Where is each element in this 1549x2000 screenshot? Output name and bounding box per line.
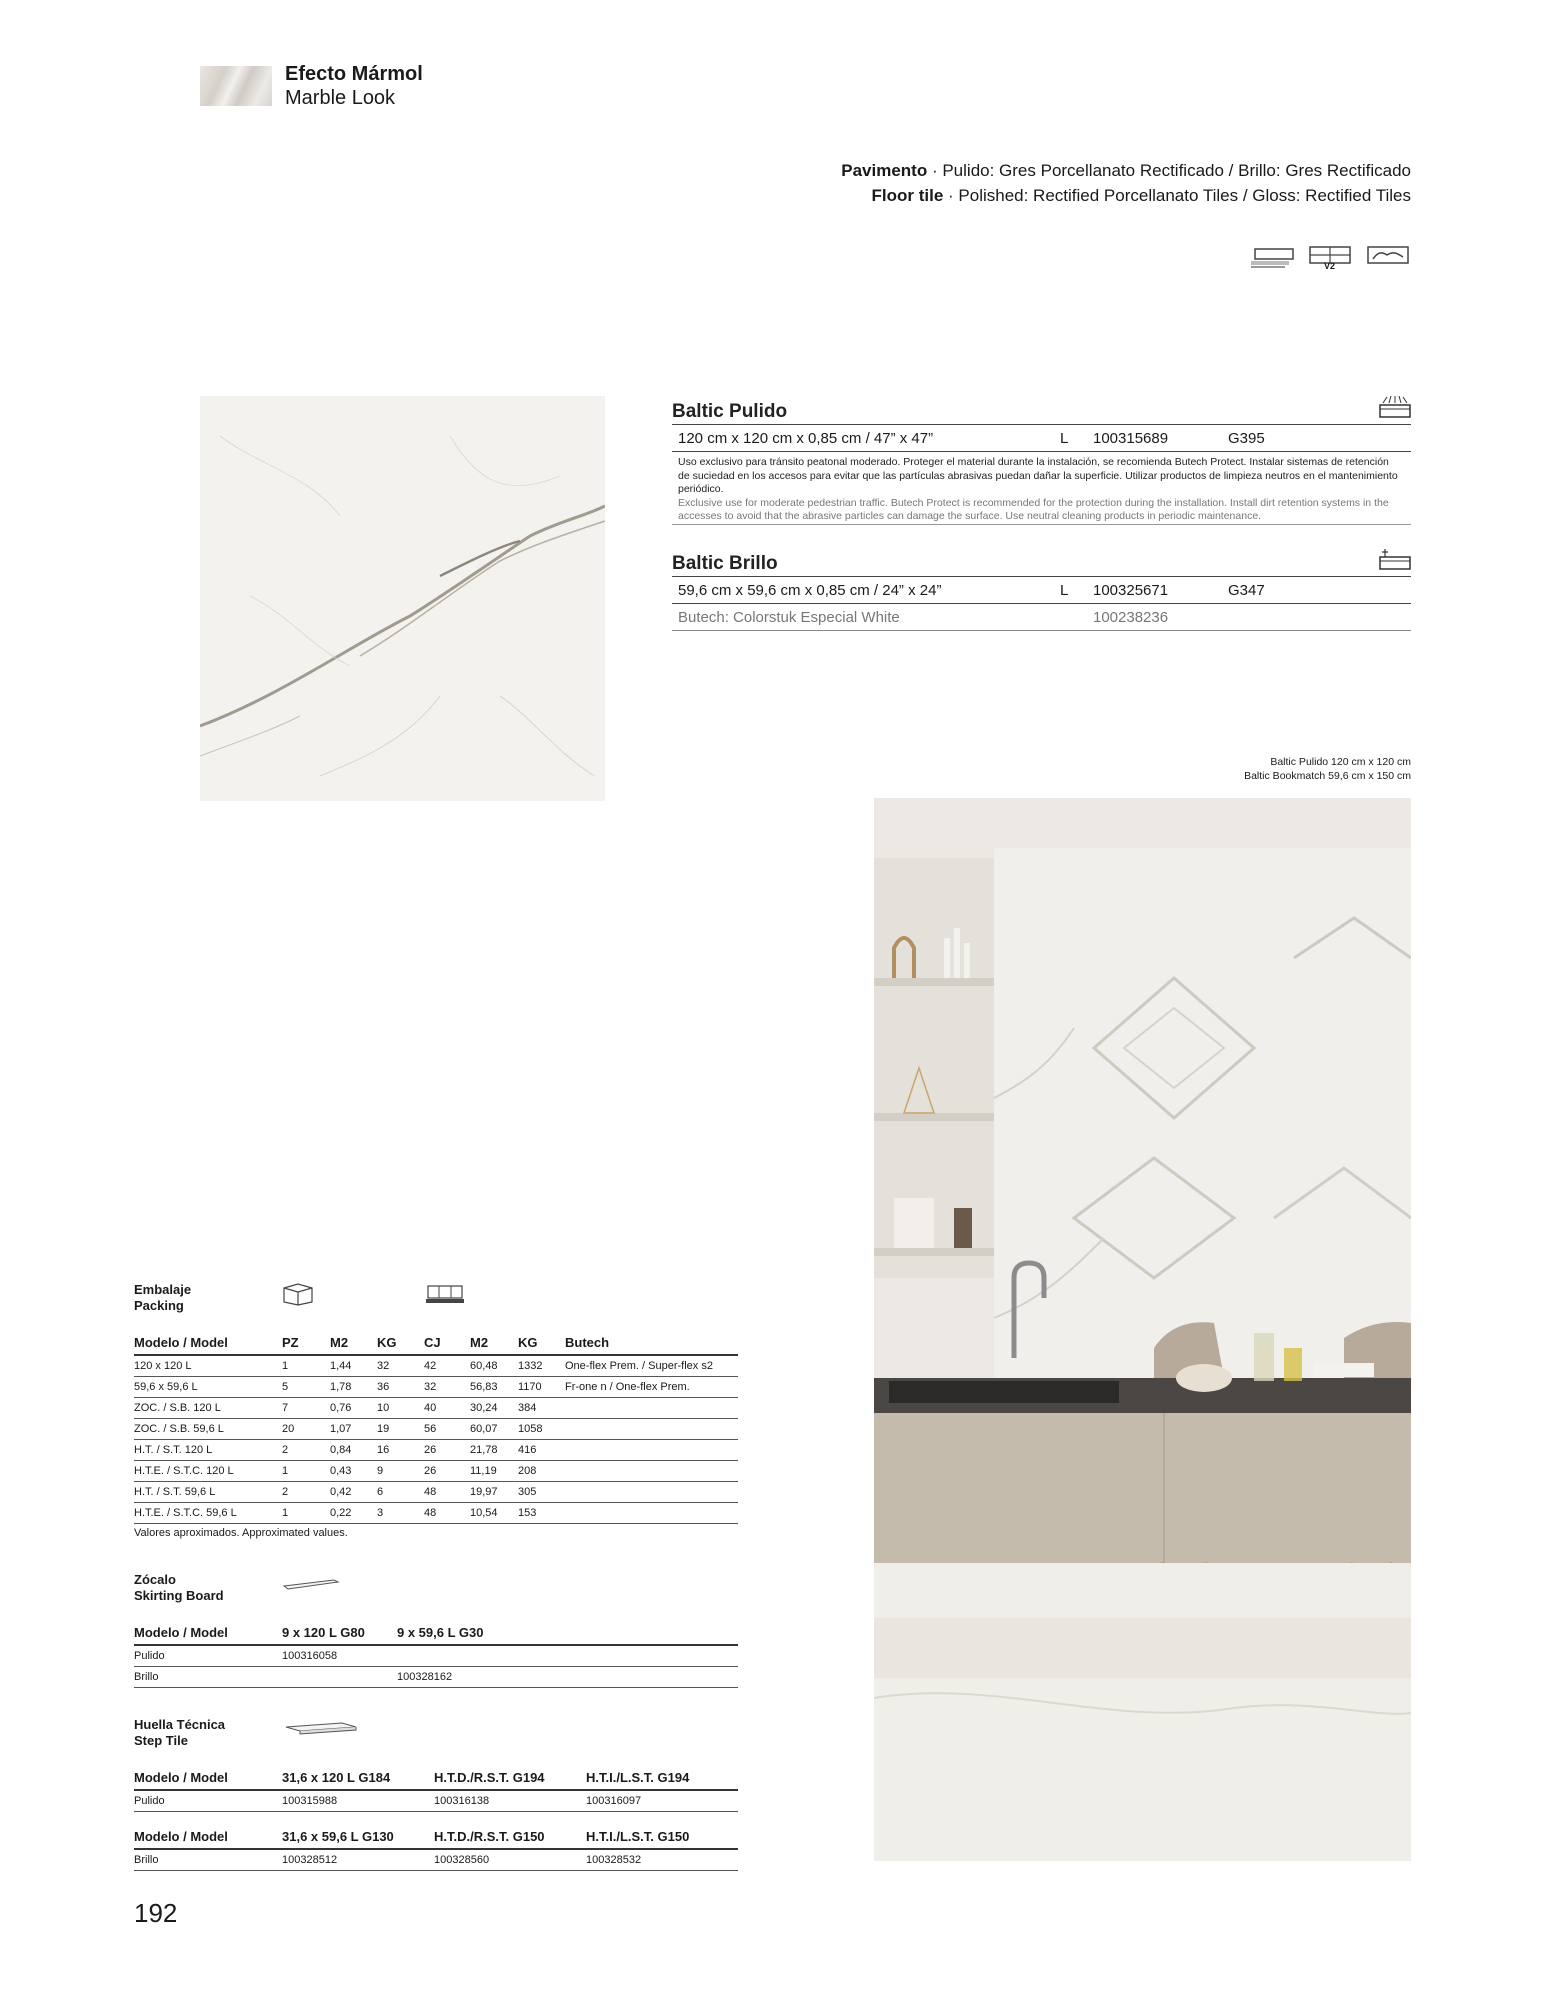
row-m2: 1,07 [330,1423,352,1435]
packing-row [134,1398,738,1419]
product-l: L [1060,429,1069,447]
section-title [285,62,423,110]
row-code-htd: 100328560 [434,1854,490,1866]
col-pz: PZ [282,1334,299,1350]
row-m2-box: 11,19 [470,1465,497,1477]
row-m2: 0,43 [330,1465,352,1477]
product-title-row [672,394,1411,425]
col-m2-box: M2 [470,1334,489,1350]
col-htd: H.T.D./R.S.T. G194 [434,1769,545,1785]
col-9x596: 9 x 59,6 L G30 [397,1624,484,1640]
row-kg-box: 305 [518,1486,537,1498]
product-spec-row [672,425,1411,452]
row-kg: 10 [377,1402,390,1414]
row-m2-box: 30,24 [470,1402,498,1414]
packing-row [134,1377,738,1398]
row-kg-box: 384 [518,1402,537,1414]
col-htd: H.T.D./R.S.T. G150 [434,1828,545,1844]
product-name: Baltic Pulido [672,401,788,422]
product-size: 120 cm x 120 cm x 0,85 cm / 47” x 47” [678,429,934,447]
skirting-label-es: Zócalo [134,1572,176,1587]
col-model: Modelo / Model [134,1334,228,1350]
packing-row [134,1419,738,1440]
col-butech: Butech [565,1334,610,1350]
row-cj: 48 [424,1486,437,1498]
col-hti: H.T.I./L.S.T. G150 [586,1828,690,1844]
row-m2-box: 60,48 [470,1360,498,1372]
row-kg-box: 1332 [518,1360,543,1372]
row-model: ZOC. / S.B. 120 L [134,1402,221,1414]
row-cj: 32 [424,1381,437,1393]
wall-tile-v2-icon [1307,245,1353,271]
step-label-es: Huella Técnica [134,1717,226,1732]
butech-row [672,604,1411,631]
marble-swatch-thumbnail [200,66,272,106]
row-m2-box: 21,78 [470,1444,498,1456]
step-row-brillo [134,1850,738,1871]
packing-row [134,1440,738,1461]
row-kg-box: 416 [518,1444,537,1456]
product-spec-row [672,577,1411,604]
row-m2: 0,42 [330,1486,352,1498]
col-size: 31,6 x 120 L G184 [282,1769,391,1785]
row-m2-box: 19,97 [470,1486,498,1498]
category-text-es: · Pulido: Gres Porcellanato Rectificado / Brillo: Gres Rectificado [927,161,1411,180]
product-l: L [1060,581,1069,599]
step-header-row-2 [134,1824,738,1850]
row-m2: 1,78 [330,1381,352,1393]
skirting-section [134,1572,738,1688]
row-cj: 40 [424,1402,437,1414]
product-group: G347 [1228,581,1265,599]
col-size: 31,6 x 59,6 L G130 [282,1828,394,1844]
marble-tile-sample [200,396,605,801]
row-model: Pulido [134,1795,165,1807]
row-m2: 1,44 [330,1360,352,1372]
row-kg-box: 153 [518,1507,537,1519]
packing-label-en: Packing [134,1298,184,1313]
col-model: Modelo / Model [134,1828,228,1844]
pallet-icon [424,1282,466,1309]
row-code-size: 100328512 [282,1854,338,1866]
row-model: H.T. / S.T. 59,6 L [134,1486,216,1498]
packing-label-es: Embalaje [134,1282,192,1297]
row-code-hti: 100328532 [586,1854,642,1866]
product-code: 100325671 [1093,581,1169,599]
col-kg: KG [377,1334,397,1350]
row-model: 120 x 120 L [134,1360,192,1372]
product-code: 100315689 [1093,429,1169,447]
packing-row [134,1461,738,1482]
row-pz: 5 [282,1381,289,1393]
butech-label: Butech: Colorstuk Especial White [678,608,900,626]
product-title-row [672,546,1411,577]
row-code-size: 100315988 [282,1795,338,1807]
row-kg: 6 [377,1486,384,1498]
row-model: Pulido [134,1650,165,1662]
row-kg: 36 [377,1381,390,1393]
row-cj: 48 [424,1507,437,1519]
category-label-en: Floor tile [871,186,944,205]
step-label-en: Step Tile [134,1733,188,1748]
category-description [841,158,1411,208]
row-pz: 1 [282,1465,289,1477]
row-code-120: 100316058 [282,1650,338,1662]
row-pz: 20 [282,1423,295,1435]
category-label-es: Pavimento [841,161,928,180]
row-model: Brillo [134,1854,159,1866]
row-pz: 7 [282,1402,289,1414]
product-group: G395 [1228,429,1265,447]
step-label [134,1717,282,1749]
row-model: ZOC. / S.B. 59,6 L [134,1423,224,1435]
row-kg: 32 [377,1360,390,1372]
page-number: 192 [134,1898,178,1928]
packing-header-row [134,1330,738,1356]
skirting-label [134,1572,282,1604]
row-m2-box: 60,07 [470,1423,498,1435]
packing-note: Valores aproximados. Approximated values. [134,1527,348,1539]
row-butech: One-flex Prem. / Super-flex s2 [565,1360,713,1372]
row-m2-box: 10,54 [470,1507,498,1519]
row-cj: 26 [424,1465,437,1477]
col-cj: CJ [424,1334,441,1350]
row-model: H.T.E. / S.T.C. 120 L [134,1465,234,1477]
row-m2: 0,84 [330,1444,352,1456]
usage-icons [1249,245,1411,271]
col-model: Modelo / Model [134,1624,228,1640]
skirting-header-row [134,1620,738,1646]
row-cj: 26 [424,1444,437,1456]
row-m2-box: 56,83 [470,1381,498,1393]
packing-row [134,1503,738,1524]
step-tile-section [134,1717,738,1871]
row-kg-box: 1058 [518,1423,543,1435]
butech-code: 100238236 [1093,608,1169,626]
col-model: Modelo / Model [134,1769,228,1785]
row-kg-box: 1170 [518,1381,542,1393]
row-pz: 2 [282,1486,289,1498]
row-butech: Fr-one n / One-flex Prem. [565,1381,690,1393]
row-pz: 2 [282,1444,289,1456]
row-model: 59,6 x 59,6 L [134,1381,198,1393]
photo-caption [1244,755,1411,783]
product-baltic-brillo [672,546,1411,631]
section-title-en: Marble Look [285,87,396,109]
shoe-traffic-icon [1365,245,1411,271]
kitchen-interior-photo [874,798,1411,1861]
col-m2: M2 [330,1334,349,1350]
caption-line-1: Baltic Pulido 120 cm x 120 cm [1270,756,1411,768]
row-model: H.T.E. / S.T.C. 59,6 L [134,1507,237,1519]
category-text-en: · Polished: Rectified Porcellanato Tiles / Gloss: Rectified Tiles [943,186,1411,205]
row-cj: 42 [424,1360,437,1372]
row-model: H.T. / S.T. 120 L [134,1444,213,1456]
product-size: 59,6 cm x 59,6 cm x 0,85 cm / 24” x 24” [678,581,942,599]
row-code-hti: 100316097 [586,1795,642,1807]
box-icon [282,1282,424,1309]
v2-label: V2 [1324,261,1336,271]
row-kg: 3 [377,1507,384,1519]
skirting-board-icon [282,1572,342,1597]
row-kg: 19 [377,1423,390,1435]
gloss-finish-icon [1379,547,1411,576]
skirting-row-pulido [134,1646,738,1667]
col-9x120: 9 x 120 L G80 [282,1624,365,1640]
usage-note-es: Uso exclusivo para tránsito peatonal moderado. Proteger el material durante la instalación, se recomienda Butech Protect. Instalar sistemas de retención de suciedad en los accesos para evitar que las partículas abrasivas puedan dañar la superficie. Utilizar productos de limpieza neutros en el mantenimiento periódico. [678,456,1398,495]
row-pz: 1 [282,1360,289,1372]
row-code-htd: 100316138 [434,1795,490,1807]
step-row-pulido [134,1791,738,1812]
row-pz: 1 [282,1507,289,1519]
row-kg: 9 [377,1465,384,1477]
packing-row [134,1482,738,1503]
row-kg: 16 [377,1444,390,1456]
usage-note-en: Exclusive use for moderate pedestrian traffic. Butech Protect is recommended for the protection during the installation. Install dirt retention systems in the accesses to avoid that the abrasive particles can damage the surface. Use neutral cleaning products in periodic maintenance. [678,496,1389,522]
col-hti: H.T.I./L.S.T. G194 [586,1769,690,1785]
row-model: Brillo [134,1671,159,1683]
floor-tile-icon [1249,245,1295,271]
row-m2: 0,22 [330,1507,352,1519]
caption-line-2: Baltic Bookmatch 59,6 cm x 150 cm [1244,770,1411,782]
row-code-596: 100328162 [397,1671,453,1683]
row-m2: 0,76 [330,1402,352,1414]
section-title-es: Efecto Mármol [285,63,423,85]
packing-rows [134,1356,738,1524]
product-name: Baltic Brillo [672,553,778,574]
polished-finish-icon [1379,395,1411,424]
step-header-row-1 [134,1765,738,1791]
packing-row [134,1356,738,1377]
product-baltic-pulido [672,394,1411,525]
packing-label [134,1282,282,1314]
product-usage-note [672,452,1411,525]
packing-section [134,1282,738,1539]
col-kg-box: KG [518,1334,538,1350]
skirting-label-en: Skirting Board [134,1588,224,1603]
row-kg-box: 208 [518,1465,537,1477]
skirting-row-brillo [134,1667,738,1688]
step-tile-icon [282,1717,358,1742]
row-cj: 56 [424,1423,437,1435]
